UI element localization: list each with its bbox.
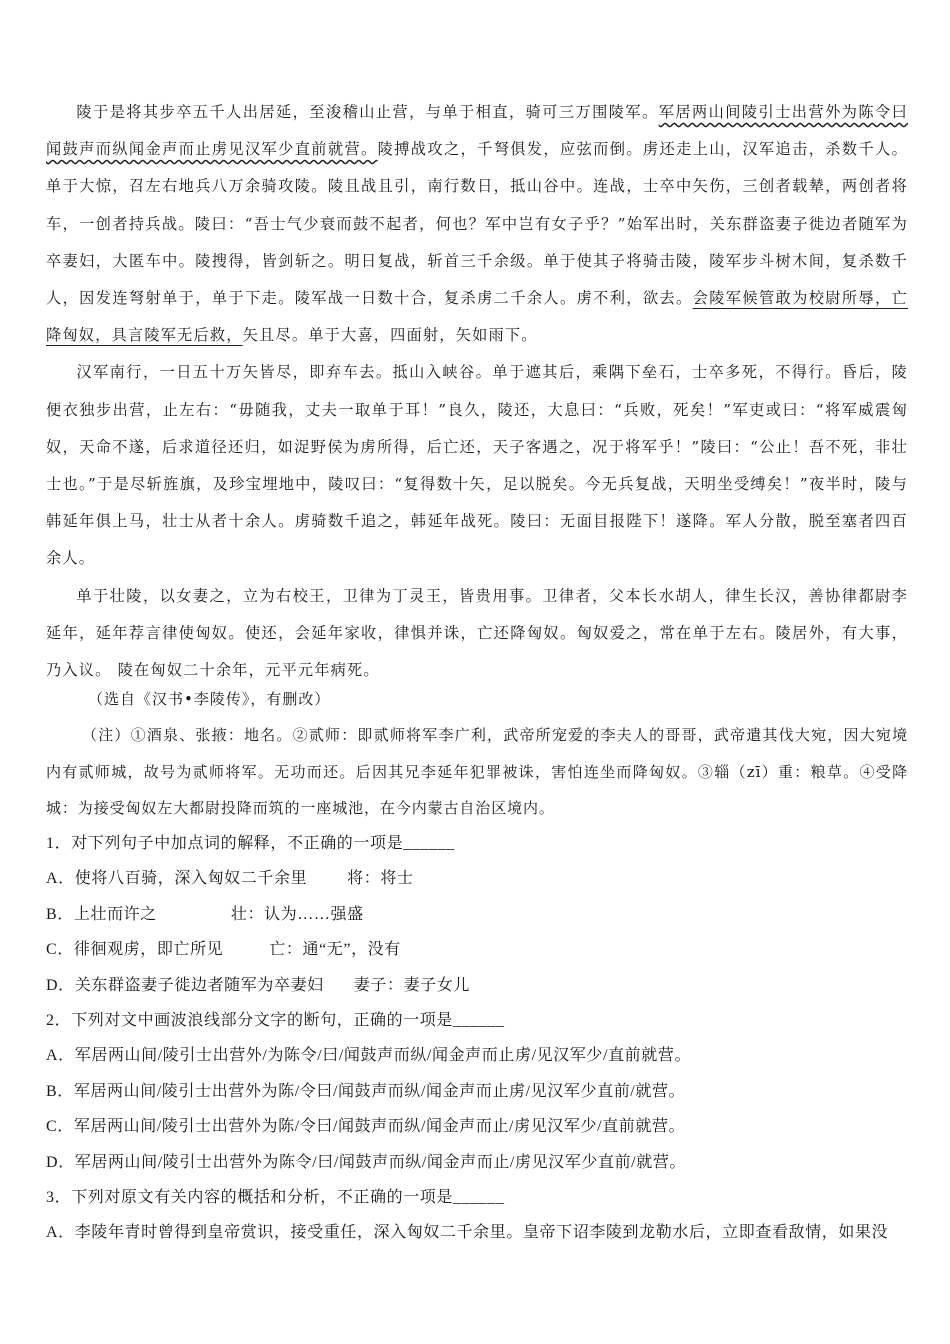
- option-sentence: 上壮而许之: [73, 905, 157, 923]
- option-gloss: 将：将士: [347, 870, 414, 888]
- question-1-stem: 1．对下列句子中加点词的解释，不正确的一项是______: [46, 835, 455, 852]
- question-1-option-a: [46, 861, 916, 896]
- option-label: C．: [46, 941, 74, 959]
- source-citation: （选自《汉书•李陵传》，有删改）: [88, 690, 331, 708]
- question-1-option-c: [46, 932, 916, 967]
- option-gloss: 壮：认为……强盛: [230, 905, 364, 923]
- passage-paragraph-3: 单于壮陵，以女妻之，立为右校王，卫律为丁灵王，皆贵用事。卫律者，父本长水胡人，律生长汉，善协律都尉李延年，延年荐言律使匈奴。使还，会延年家收，律惧并诛，亡还降匈奴。匈奴爱之，常在单于左右。陵居外，有大事，乃入议。 陵在匈奴二十余年，元平元年病死。: [46, 586, 908, 680]
- question-1-option-b: [46, 897, 916, 932]
- passage-paragraph-2: 汉军南行，一日五十万矢皆尽，即弃车去。抵山入峡谷。单于遮其后，乘隅下垒石，士卒多死，不得行。昏后，陵便衣独步出营，止左右：“毋随我，丈夫一取单于耳！”良久，陵还，大息曰：“兵败，死矣！”军吏或曰：“将军威震匈奴，天命不遂，后求道径还归，如浞野侯为虏所得，后亡还，天子客遇之，况于将军乎！”陵曰：“公止！吾不死，非壮士也。”于是尽斩旌旗，及珍宝埋地中，陵叹曰：“复得数十矢，足以脱矣。今无兵复战，天明坐受缚矣！”夜半时，陵与韩延年俱上马，壮士从者十余人。虏骑数千追之，韩延年战死。陵曰：无面目报陛下！遂降。军人分散，脱至塞者四百余人。: [46, 363, 908, 568]
- question-1-option-d: [46, 968, 916, 1003]
- option-label: A．: [46, 870, 75, 888]
- passage-text: 矢且尽。单于大喜，四面射，矢如雨下。: [242, 326, 538, 345]
- question-2-option-c: C．军居两山间/陵引士出营外为陈/令曰/闻鼓声而纵/闻金声而止/虏见汉军少/直前就营。: [46, 1118, 686, 1136]
- option-label: B．: [46, 905, 74, 923]
- option-sentence: 关东群盗妻子徙边者随军为卒妻妇: [74, 976, 324, 994]
- annotation-notes: （注）①酒泉、张掖：地名。②贰师：即贰师将军李广利，武帝所宠爱的李夫人的哥哥，武帝遣其伐大宛，因大宛境内有贰师城，故号为贰师将军。无功而还。后因其兄李延年犯罪被诛，害怕连坐而降匈奴。③辎（zī）重：粮草。④受降城：为接受匈奴左大都尉投降而筑的一座城池，在今内蒙古自治区境内。: [46, 726, 908, 817]
- classical-passage: [46, 94, 908, 689]
- passage-text: 陵于是将其步卒五千人出居延，至浚稽山止营，与单于相直，骑可三万围陵军。: [76, 103, 659, 121]
- question-section: [46, 826, 916, 1251]
- question-2-option-a: A．军居两山间/陵引士出营外/为陈令/曰/闻鼓声而纵/闻金声而止虏/见汉军少/直前就营。: [46, 1047, 692, 1065]
- passage-text: 陵搏战攻之，千弩俱发，应弦而倒。虏还走上山，汉军追击，杀数千人。单于大惊，召左右地兵八万余骑攻陵。陵且战且引，南行数日，抵山谷中。连战，士卒中矢伤，三创者载辇，两创者将车，一创者持兵战。陵曰：“吾士气少衰而鼓不起者，何也？军中岂有女子乎？”始军出时，关东群盗妻子徙边者随军为卒妻妇，大匿车中。陵搜得，皆剑斩之。明日复战，斩首三千余级。单于使其子将骑击陵，陵军步斗树木间，复杀数千人，因发连弩射单于，单于下走。陵军战一日数十合，复杀虏二千余人。虏不利，欲去。: [46, 140, 909, 308]
- option-sentence: 徘徊观虏，即亡所见: [73, 941, 224, 959]
- option-gloss: 亡：通“无”，没有: [269, 941, 401, 959]
- passage-paragraph-1: [46, 94, 908, 354]
- underlined-text: 会陵军候管敢为校尉所辱，亡降匈奴，具言陵军无后救，: [46, 289, 908, 345]
- question-3-stem: 3．下列对原文有关内容的概括和分析，不正确的一项是______: [46, 1188, 505, 1206]
- question-2-option-b: B．军居两山间/陵引士出营外为陈/令曰/闻鼓声而纵/闻金声而止虏/见汉军少直前/就营。: [46, 1082, 686, 1100]
- wavy-underlined-text: 军居两山间陵引士出营外为陈令曰闻鼓声而纵闻金声而止虏见汉军少直前就营。: [46, 103, 909, 159]
- question-3-option-a: A．李陵年青时曾得到皇帝赏识，接受重任，深入匈奴二千余里。皇帝下诏李陵到龙勒水后，立即查看敌情，如果没: [46, 1224, 889, 1242]
- question-2-option-d: D．军居两山间/陵引士出营外为陈令/曰/闻鼓声而纵/闻金声而止/虏见汉军少直前/就营。: [46, 1153, 687, 1171]
- option-label: D．: [46, 976, 75, 994]
- option-gloss: 妻子：妻子女儿: [353, 976, 470, 994]
- option-sentence: 使将八百骑，深入匈奴二千余里: [74, 870, 308, 888]
- question-2-stem: 2．下列对文中画波浪线部分文字的断句，正确的一项是______: [46, 1011, 505, 1029]
